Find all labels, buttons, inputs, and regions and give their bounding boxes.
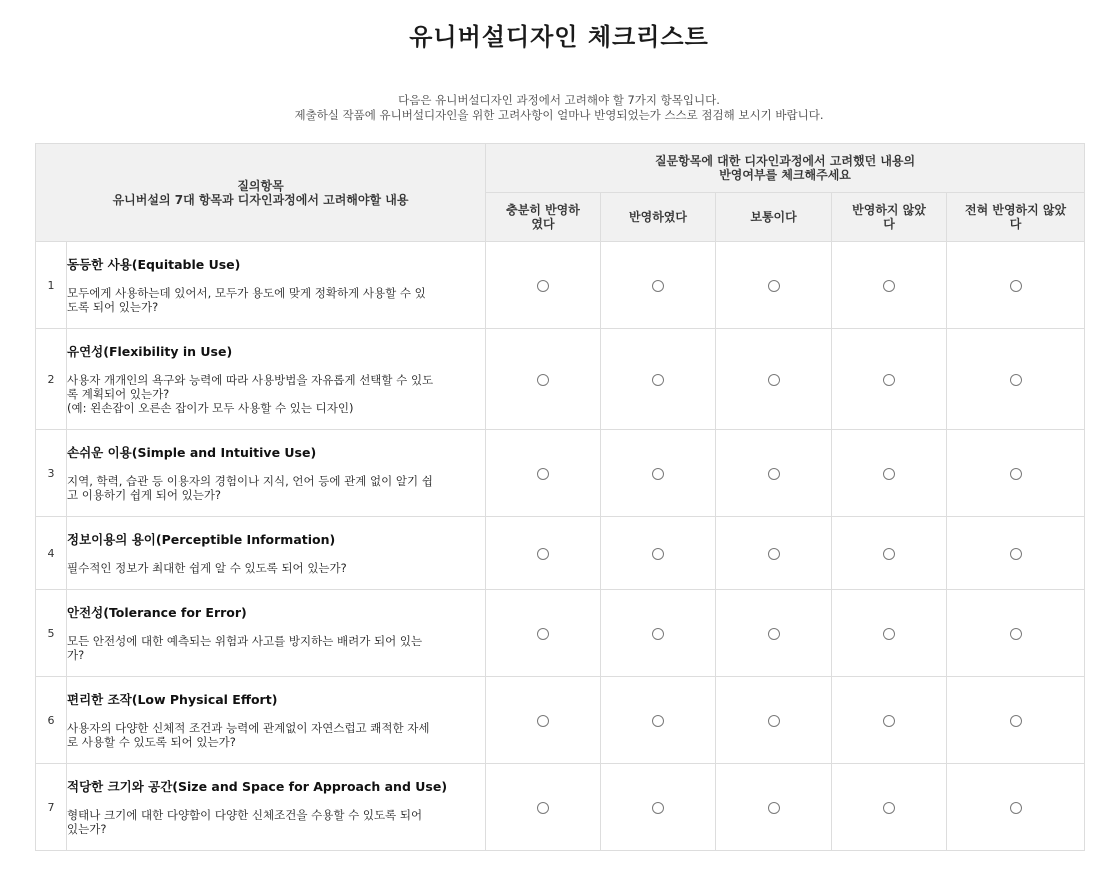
row-content (67, 430, 486, 517)
item-description (67, 808, 485, 836)
radio-cell (601, 242, 716, 329)
radio-cell (947, 590, 1085, 677)
radio-fully[interactable] (537, 548, 549, 560)
radio-not-reflected[interactable] (883, 468, 895, 480)
radio-reflected[interactable] (652, 280, 664, 292)
radio-cell (832, 764, 947, 851)
radio-cell (601, 430, 716, 517)
radio-cell (486, 677, 601, 764)
radio-cell (486, 590, 601, 677)
radio-fully[interactable] (537, 468, 549, 480)
item-description-line: 도록 되어 있는가? (67, 299, 159, 314)
radio-not-reflected[interactable] (883, 628, 895, 640)
checklist-row-3 (36, 430, 1085, 517)
radio-neutral[interactable] (768, 548, 780, 560)
radio-fully[interactable] (537, 628, 549, 640)
radio-neutral[interactable] (768, 802, 780, 814)
row-number: 5 (36, 590, 67, 677)
response-group-header (486, 144, 1085, 193)
row-number: 4 (36, 517, 67, 590)
checklist-row-7 (36, 764, 1085, 851)
item-title: 정보이용의 용이(Perceptible Information) (67, 531, 336, 547)
row-number: 2 (36, 329, 67, 430)
radio-cell (832, 677, 947, 764)
row-number: 3 (36, 430, 67, 517)
radio-fully[interactable] (537, 280, 549, 292)
radio-cell (832, 242, 947, 329)
row-number: 6 (36, 677, 67, 764)
item-description-line: 사용자의 다양한 신체적 조건과 능력에 관계없이 자연스럽고 쾌적한 자세 (67, 720, 430, 735)
row-number: 1 (36, 242, 67, 329)
option-header-not-reflected-line-1: 반영하지 않았 (852, 203, 926, 217)
item-description-line: 있는가? (67, 821, 107, 836)
page-title: 유니버설디자인 체크리스트 (409, 22, 709, 51)
item-title: 유연성(Flexibility in Use) (67, 343, 233, 359)
radio-cell (716, 242, 832, 329)
radio-cell (947, 677, 1085, 764)
radio-not-reflected[interactable] (883, 280, 895, 292)
radio-not-at-all[interactable] (1010, 628, 1022, 640)
option-header-neutral (716, 193, 832, 242)
item-title: 안전성(Tolerance for Error) (67, 604, 247, 620)
item-description-line: 가? (67, 647, 85, 662)
radio-fully[interactable] (537, 715, 549, 727)
question-header-line-1: 질의항목 (237, 178, 284, 193)
item-description (67, 373, 485, 415)
radio-fully[interactable] (537, 374, 549, 386)
item-description-line: 지역, 학력, 습관 등 이용자의 경험이나 지식, 언어 등에 관계 없이 알기 쉽 (67, 473, 433, 488)
row-content (67, 242, 486, 329)
row-content (67, 329, 486, 430)
radio-not-at-all[interactable] (1010, 280, 1022, 292)
row-content (67, 764, 486, 851)
item-description-line: 형태나 크기에 대한 다양함이 다양한 신체조건을 수용할 수 있도록 되어 (67, 807, 423, 822)
radio-reflected[interactable] (652, 628, 664, 640)
radio-cell (601, 590, 716, 677)
radio-not-at-all[interactable] (1010, 715, 1022, 727)
row-content (67, 590, 486, 677)
radio-cell (716, 764, 832, 851)
radio-reflected[interactable] (652, 715, 664, 727)
item-title: 적당한 크기와 공간(Size and Space for Approach and Use) (67, 778, 448, 794)
radio-cell (832, 590, 947, 677)
radio-cell (486, 242, 601, 329)
option-header-not-reflected-line-2: 다 (883, 217, 895, 231)
radio-not-reflected[interactable] (883, 548, 895, 560)
radio-cell (947, 242, 1085, 329)
option-header-reflected (601, 193, 716, 242)
question-header (36, 144, 486, 242)
row-content (67, 677, 486, 764)
option-header-fully-line-2: 였다 (531, 217, 555, 231)
radio-not-at-all[interactable] (1010, 802, 1022, 814)
item-description (67, 286, 485, 314)
item-description-line: 모든 안전성에 대한 예측되는 위험과 사고를 방지하는 배려가 되어 있는 (67, 633, 423, 648)
radio-cell (716, 677, 832, 764)
question-header-line-2: 유니버설의 7대 항목과 디자인과정에서 고려해야할 내용 (112, 192, 409, 207)
row-content (67, 517, 486, 590)
radio-cell (486, 329, 601, 430)
item-description (67, 721, 485, 749)
radio-neutral[interactable] (768, 715, 780, 727)
item-description-line: 고 이용하기 쉽게 되어 있는가? (67, 487, 222, 502)
radio-not-reflected[interactable] (883, 715, 895, 727)
radio-not-at-all[interactable] (1010, 374, 1022, 386)
checklist-row-6 (36, 677, 1085, 764)
option-header-fully-line-1: 충분히 반영하 (506, 203, 580, 217)
item-title: 편리한 조작(Low Physical Effort) (67, 691, 278, 707)
option-header-not-at-all (947, 193, 1085, 242)
intro-line-2: 제출하실 작품에 유니버설디자인을 위한 고려사항이 얼마나 반영되었는가 스스로 점검해 보시기 바랍니다. (294, 108, 824, 122)
option-header-not-at-all-line-1: 전혀 반영하지 않았 (965, 203, 1067, 217)
intro-text (0, 93, 1118, 123)
item-description-line: 사용자 개개인의 욕구와 능력에 따라 사용방법을 자유롭게 선택할 수 있도 (67, 372, 434, 387)
radio-cell (832, 329, 947, 430)
radio-cell (716, 329, 832, 430)
option-header-reflected-label: 반영하였다 (629, 210, 687, 224)
radio-cell (601, 517, 716, 590)
item-description (67, 561, 485, 575)
radio-cell (601, 677, 716, 764)
radio-neutral[interactable] (768, 468, 780, 480)
radio-cell (716, 590, 832, 677)
radio-cell (601, 329, 716, 430)
row-number: 7 (36, 764, 67, 851)
radio-cell (716, 430, 832, 517)
response-group-header-line-1: 질문항목에 대한 디자인과정에서 고려했던 내용의 (654, 154, 916, 168)
radio-cell (832, 517, 947, 590)
checklist-row-1 (36, 242, 1085, 329)
item-description-line: 로 사용할 수 있도록 되어 있는가? (67, 734, 236, 749)
radio-not-at-all[interactable] (1010, 548, 1022, 560)
radio-cell (601, 764, 716, 851)
checklist-table (35, 143, 1085, 851)
option-header-not-at-all-line-2: 다 (1009, 217, 1022, 231)
item-description-line: 모두에게 사용하는데 있어서, 모두가 용도에 맞게 정확하게 사용할 수 있 (67, 285, 426, 300)
radio-cell (947, 764, 1085, 851)
radio-reflected[interactable] (652, 802, 664, 814)
radio-cell (486, 430, 601, 517)
item-description-line: (예: 왼손잡이 오른손 잡이가 모두 사용할 수 있는 디자인) (67, 400, 354, 415)
item-description (67, 634, 485, 662)
option-header-neutral-label: 보통이다 (750, 210, 797, 224)
radio-cell (947, 517, 1085, 590)
radio-reflected[interactable] (652, 468, 664, 480)
radio-cell (947, 329, 1085, 430)
radio-cell (832, 430, 947, 517)
radio-reflected[interactable] (652, 548, 664, 560)
item-title: 손쉬운 이용(Simple and Intuitive Use) (67, 444, 317, 460)
checklist-row-5 (36, 590, 1085, 677)
radio-not-reflected[interactable] (883, 802, 895, 814)
radio-reflected[interactable] (652, 374, 664, 386)
radio-neutral[interactable] (768, 628, 780, 640)
intro-line-1: 다음은 유니버설디자인 과정에서 고려해야 할 7가지 항목입니다. (398, 93, 720, 107)
radio-not-at-all[interactable] (1010, 468, 1022, 480)
item-title: 동등한 사용(Equitable Use) (67, 256, 241, 272)
radio-cell (486, 517, 601, 590)
item-description-line: 록 계획되어 있는가? (67, 386, 170, 401)
checklist-row-4 (36, 517, 1085, 590)
radio-cell (486, 764, 601, 851)
radio-cell (947, 430, 1085, 517)
radio-cell (716, 517, 832, 590)
radio-neutral[interactable] (768, 280, 780, 292)
item-description-line: 필수적인 정보가 최대한 쉽게 알 수 있도록 되어 있는가? (67, 560, 347, 575)
radio-neutral[interactable] (768, 374, 780, 386)
radio-fully[interactable] (537, 802, 549, 814)
checklist-row-2 (36, 329, 1085, 430)
response-group-header-line-2: 반영여부를 체크해주세요 (719, 168, 851, 182)
option-header-fully (486, 193, 601, 242)
item-description (67, 474, 485, 502)
option-header-not-reflected (832, 193, 947, 242)
radio-not-reflected[interactable] (883, 374, 895, 386)
